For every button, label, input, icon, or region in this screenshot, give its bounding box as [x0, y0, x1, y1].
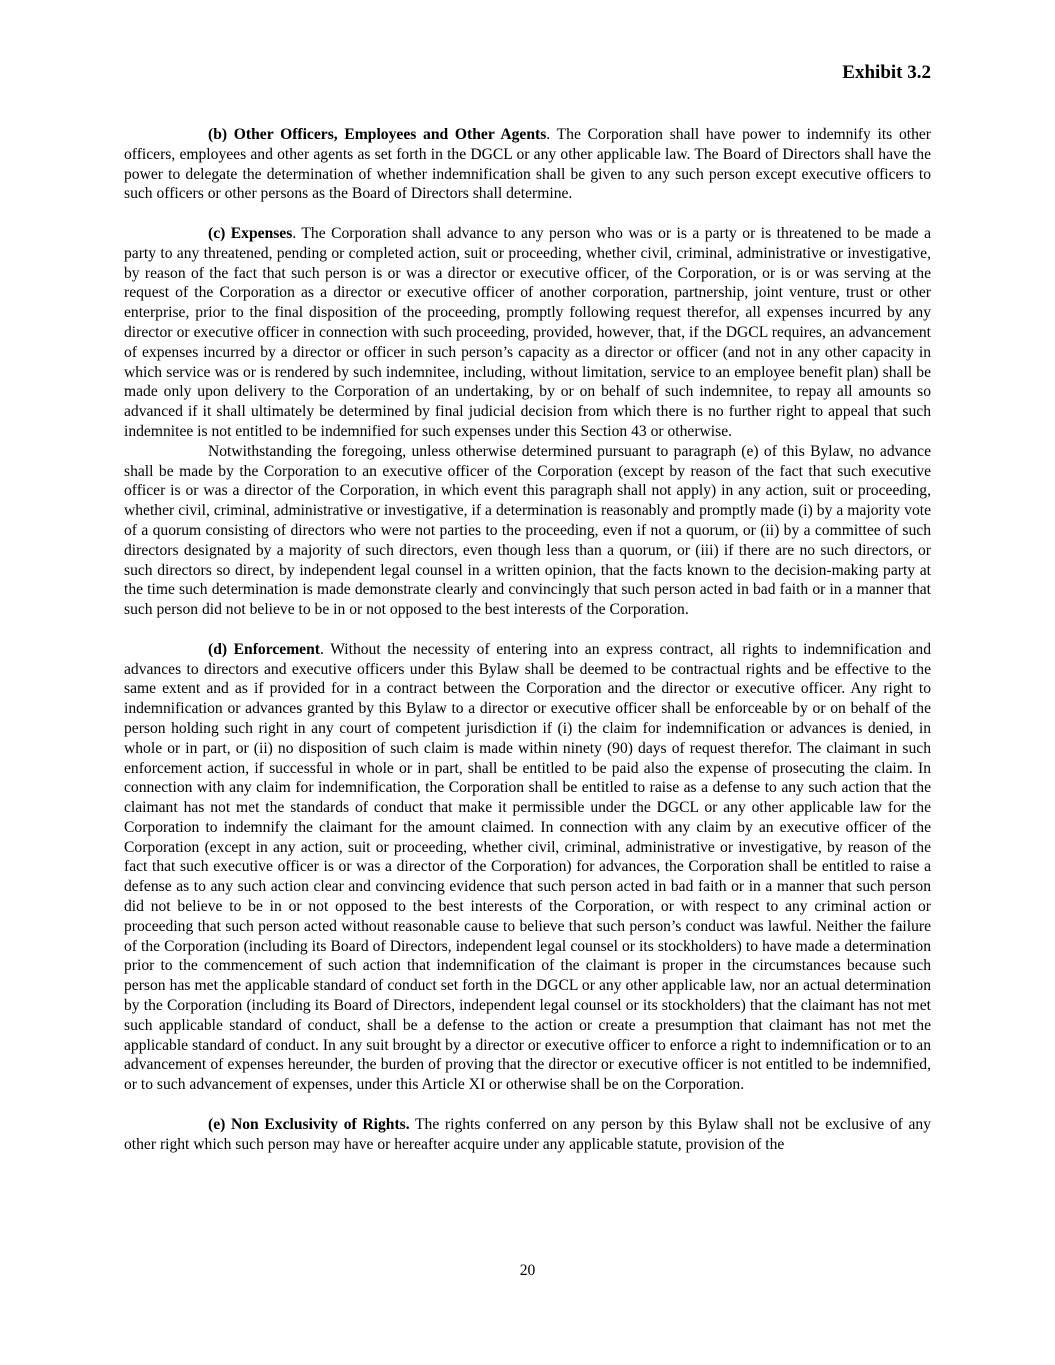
section-e-paragraph: [124, 1115, 931, 1155]
section-c-paragraph: [124, 224, 931, 442]
section-d-paragraph: [124, 640, 931, 1095]
exhibit-label: Exhibit 3.2: [842, 62, 931, 83]
section-e-heading: (e) Non Exclusivity of Rights.: [208, 1115, 410, 1133]
section-e-text: The rights conferred on any person by this Bylaw shall not be exclusive of any other right which such person may have or hereafter acquire under any applicable statute, provision of the: [124, 1115, 931, 1153]
page-number: 20: [519, 1262, 536, 1279]
section-c-heading: (c) Expenses: [208, 224, 293, 242]
section-d-text: . Without the necessity of entering into an express contract, all rights to indemnification and advances to directors and executive officers under this Bylaw shall be deemed to be contractual rights and be effective to the same extent and as if provided for in a contract between the Corporation and the director or executive officer. Any right to indemnification or advances granted by this Bylaw to a director or executive officer shall be enforceable by or on behalf of the person holding such right in any court of competent jurisdiction if (i) the claim for indemnification or advances is denied, in whole or in part, or (ii) no disposition of such claim is made within ninety (90) days of request therefor. The claimant in such enforcement action, if successful in whole or in part, shall be entitled to be paid also the expense of prosecuting the claim. In connection with any claim for indemnification, the Corporation shall be entitled to raise as a defense to any such action that the claimant has not met the standards of conduct that make it permissible under the DGCL or any other applicable law for the Corporation to indemnify the claimant for the amount claimed. In connection with any claim by an executive officer of the Corporation (except in any action, suit or proceeding, whether civil, criminal, administrative or investigative, by reason of the fact that such executive officer is or was a director of the Corporation) for advances, the Corporation shall be entitled to raise a defense as to any such action clear and convincing evidence that such person acted in bad faith or in a manner that such person did not believe to be in or not opposed to the best interests of the Corporation, or with respect to any criminal action or proceeding that such person acted without reasonable cause to believe that such person’s conduct was lawful. Neither the failure of the Corporation (including its Board of Directors, independent legal counsel or its stockholders) to have made a determination prior to the commencement of such action that indemnification of the claimant is proper in the circumstances because such person has met the applicable standard of conduct set forth in the DGCL or any other applicable law, nor an actual determination by the Corporation (including its Board of Directors, independent legal counsel or its stockholders) that the claimant has not met such applicable standard of conduct, shall be a defense to the action or create a presumption that claimant has not met the applicable standard of conduct. In any suit brought by a director or executive officer to enforce a right to indemnification or to an advancement of expenses hereunder, the burden of proving that the director or executive officer is not entitled to be indemnified, or to such advancement of expenses, under this Article XI or otherwise shall be on the Corporation.: [124, 640, 932, 1094]
section-b-heading: (b) Other Officers, Employees and Other Agents: [208, 126, 547, 143]
section-c-text: . The Corporation shall advance to any person who was or is a party or is threatened to be made a party to any threatened, pending or completed action, suit or proceeding, whether civil, criminal, administrative or investigative, by reason of the fact that such person is or was a director or executive officer, of the Corporation, or is or was serving at the request of the Corporation as a director or executive officer of another corporation, partnership, joint venture, trust or other enterprise, prior to the final disposition of the proceeding, promptly following request therefor, all expenses incurred by any director or executive officer in connection with such proceeding, provided, however, that, if the DGCL requires, an advancement of expenses incurred by a director or officer in such person’s capacity as a director or officer (and not in any other capacity in which service was or is rendered by such indemnitee, including, without limitation, service to an employee benefit plan) shall be made only upon delivery to the Corporation of an undertaking, by or on behalf of such indemnitee, to repay all amounts so advanced if it shall ultimately be determined by final judicial decision from which there is no further right to appeal that such indemnitee is not entitled to be indemnified for such expenses under this Section 43 or otherwise.: [124, 224, 931, 440]
section-b-text: . The Corporation shall have power to indemnify its other officers, employees and other agents as set forth in the DGCL or any other applicable law. The Board of Directors shall have the power to delegate the determination of whether indemnification shall be given to any such person except executive officers to such officers or other persons as the Board of Directors shall determine.: [124, 126, 931, 203]
section-c-continuation: Notwithstanding the foregoing, unless otherwise determined pursuant to paragraph (e) of this Bylaw, no advance shall be made by the Corporation to an executive officer of the Corporation (except by reason of the fact that such executive officer is or was a director of the Corporation, in which event this paragraph shall not apply) in any action, suit or proceeding, whether civil, criminal, administrative or investigative, if a determination is reasonably and promptly made (i) by a majority vote of a quorum consisting of directors who were not parties to the proceeding, even if not a quorum, or (ii) by a committee of such directors designated by a majority of such directors, even though less than a quorum, or (iii) if there are no such directors, or such directors so direct, by independent legal counsel in a written opinion, that the facts known to the decision-making party at the time such determination is made demonstrate clearly and convincingly that such person acted in bad faith or in a manner that such person did not believe to be in or not opposed to the best interests of the Corporation.: [124, 442, 931, 619]
document-body: [124, 125, 931, 1154]
section-d-heading: (d) Enforcement: [208, 640, 320, 658]
section-b-paragraph: [124, 125, 931, 204]
